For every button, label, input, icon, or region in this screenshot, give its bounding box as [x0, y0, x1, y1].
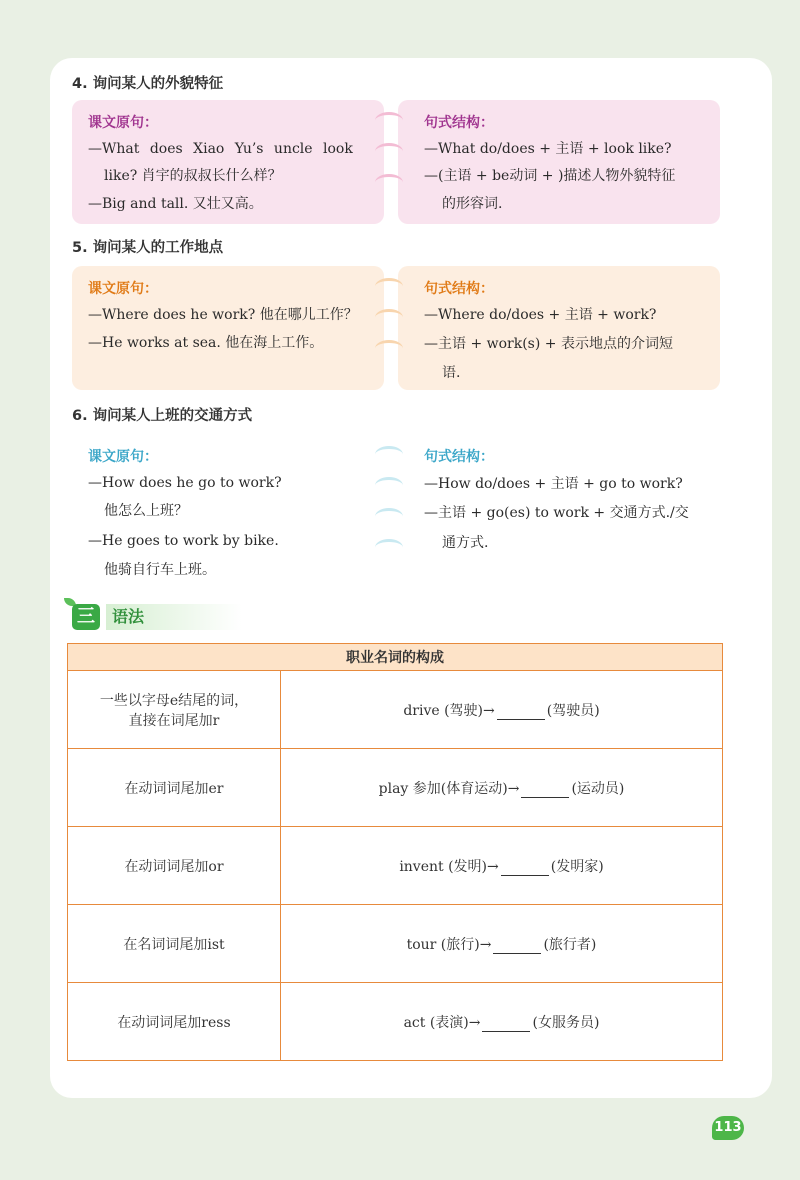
section-6-original-line: 他骑自行车上班。	[104, 562, 216, 578]
table-title: 职业名词的构成	[68, 644, 723, 671]
section-6-structure-line: —How do/does + 主语 + go to work?	[424, 476, 683, 492]
section-4-structure-line: —What do/does + 主语 + look like?	[424, 141, 672, 157]
table-row	[68, 827, 723, 905]
answer-blank[interactable]	[497, 705, 545, 720]
example-meaning: (运动员)	[571, 780, 625, 797]
answer-blank[interactable]	[521, 783, 569, 798]
grammar-badge-icon: 三	[72, 604, 100, 630]
section-4-original-line: —Big and tall. 又壮又高。	[88, 196, 263, 212]
answer-blank[interactable]	[493, 939, 541, 954]
example-meaning: (发明家)	[550, 858, 604, 875]
table-header-row	[68, 644, 723, 671]
example-word: tour (旅行)→	[406, 936, 492, 953]
section-6-structure-line: —主语 + go(es) to work + 交通方式./交	[424, 505, 689, 521]
rule-text: 一些以字母e结尾的词，	[99, 692, 249, 709]
section-5-structure-line: —Where do/does + 主语 + work?	[424, 307, 657, 323]
grammar-table	[67, 643, 723, 1061]
section-5-original-line: —Where does he work? 他在哪儿工作？	[88, 307, 358, 323]
section-6-original-line: —How does he go to work?	[88, 475, 282, 491]
example-meaning: (旅行者)	[543, 936, 597, 953]
section-5-original-heading: 课文原句：	[88, 281, 158, 297]
section-4-original-line: like? 肖宇的叔叔长什么样？	[104, 168, 282, 184]
example-cell	[281, 749, 723, 827]
page-number: 113	[712, 1116, 744, 1140]
answer-blank[interactable]	[482, 1017, 530, 1032]
rule-cell: 在名词词尾加ist	[68, 905, 281, 983]
section-6-structure-heading: 句式结构：	[424, 449, 494, 465]
example-meaning: (驾驶员)	[546, 702, 600, 719]
section-4-structure-heading: 句式结构：	[424, 115, 494, 131]
rule-cell	[68, 671, 281, 749]
example-word: drive (驾驶)→	[403, 702, 495, 719]
section-5-title: 5. 询问某人的工作地点	[72, 240, 224, 256]
ring-binder-decoration	[372, 278, 406, 371]
section-6-structure-line: 通方式.	[442, 535, 489, 551]
section-4-structure-line: 的形容词.	[442, 196, 503, 212]
section-6-original-line: —He goes to work by bike.	[88, 533, 279, 549]
rule-cell: 在动词词尾加ress	[68, 983, 281, 1061]
grammar-label: 语法	[106, 604, 242, 630]
example-word: play 参加(体育运动)→	[378, 780, 520, 797]
section-4-original-heading: 课文原句：	[88, 115, 158, 131]
section-5-structure-line: —主语 + work(s) + 表示地点的介词短	[424, 336, 673, 352]
table-row	[68, 671, 723, 749]
table-row	[68, 905, 723, 983]
example-cell	[281, 671, 723, 749]
example-word: act (表演)→	[403, 1014, 481, 1031]
table-row	[68, 749, 723, 827]
section-5-structure-line: 语.	[442, 365, 461, 381]
ring-binder-decoration	[372, 446, 406, 570]
rule-cell: 在动词词尾加er	[68, 749, 281, 827]
section-4-original-line: —What does Xiao Yu’s uncle look	[88, 141, 353, 157]
section-4-title: 4. 询问某人的外貌特征	[72, 76, 224, 92]
section-6-original-heading: 课文原句：	[88, 449, 158, 465]
section-6-title: 6. 询问某人上班的交通方式	[72, 408, 253, 424]
rule-cell: 在动词词尾加or	[68, 827, 281, 905]
section-5-structure-heading: 句式结构：	[424, 281, 494, 297]
example-cell	[281, 905, 723, 983]
ring-binder-decoration	[372, 112, 406, 205]
example-cell	[281, 983, 723, 1061]
rule-text: 直接在词尾加r	[128, 712, 220, 729]
answer-blank[interactable]	[501, 861, 549, 876]
section-5-original-line: —He works at sea. 他在海上工作。	[88, 335, 324, 351]
example-word: invent (发明)→	[399, 858, 499, 875]
section-4-structure-line: —(主语 + be动词 + )描述人物外貌特征	[424, 168, 676, 184]
section-6-original-line: 他怎么上班？	[104, 503, 188, 519]
example-meaning: (女服务员)	[532, 1014, 600, 1031]
example-cell	[281, 827, 723, 905]
table-row	[68, 983, 723, 1061]
